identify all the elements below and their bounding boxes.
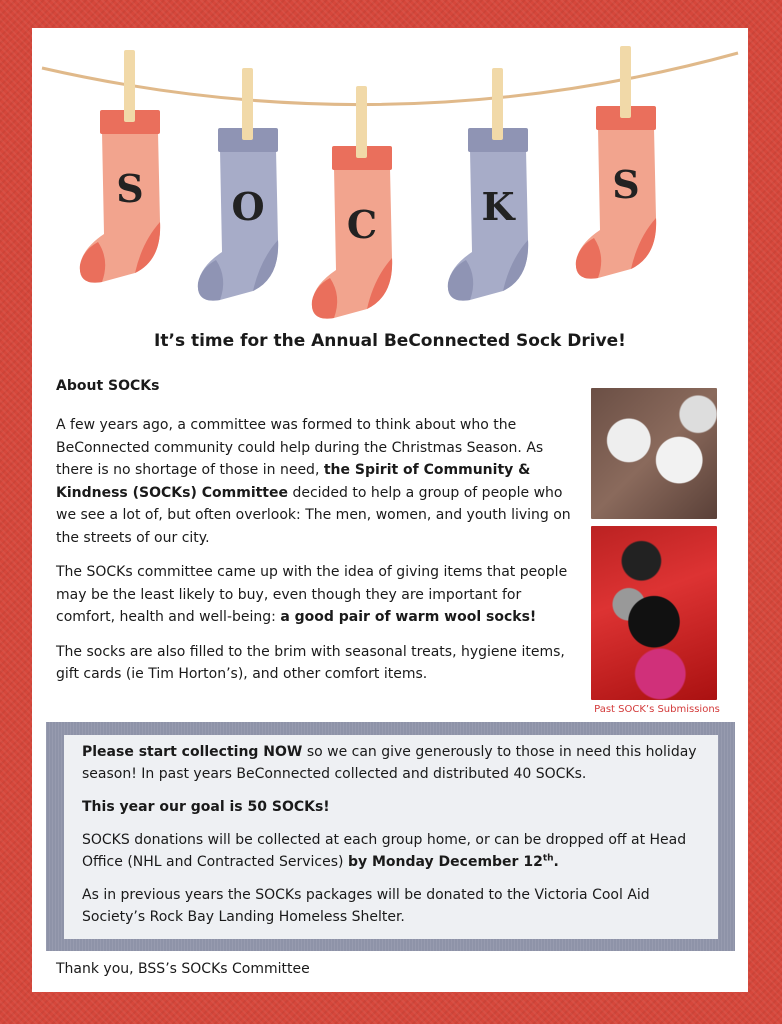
clothespin-icon: [242, 68, 253, 140]
sock-letter: C: [346, 202, 378, 247]
sock-letter: S: [612, 162, 640, 207]
sock-2: [198, 68, 278, 301]
flyer-page: [32, 28, 748, 992]
notice-box: [46, 722, 735, 951]
snowman-socks-photo: [591, 388, 717, 519]
about-paragraph-2: The SOCKs committee came up with the idea of giving items that people may be the least likely to buy, even though they are important for comfort, health and well-being: a good pair of warm wool socks!: [56, 564, 568, 625]
sock-submissions-photo: [591, 526, 717, 700]
notice-paragraph-3: SOCKS donations will be collected at each group home, or can be dropped off at Head Office (NHL and Contracted Services) by Monday December 12th.: [82, 832, 687, 870]
about-heading: About SOCKs: [56, 378, 160, 394]
signature: Thank you, BSS’s SOCKs Committee: [56, 961, 310, 977]
sock-letter: K: [481, 184, 515, 229]
notice-paragraph-1: Please start collecting NOW so we can give generously to those in need this holiday season! In past years BeConnected collected and distributed 40 SOCKs.: [82, 744, 697, 782]
about-paragraph-1: A few years ago, a committee was formed to think about who the BeConnected community could help during the Christmas Season. As there is no shortage of those in need, the Spirit of Community & Kindness (SOCKs) Committee decided to help a group of people who we see a lot of, but often overlook: The men, women, and youth living on the streets of our city.: [56, 417, 571, 546]
sock-4: [448, 68, 528, 301]
clothespin-icon: [492, 68, 503, 140]
about-paragraph-3: The socks are also filled to the brim with seasonal treats, hygiene items, gift cards (ie Tim Horton’s), and other comfort items.: [56, 643, 565, 682]
clothespin-icon: [620, 46, 631, 118]
clothesline: [42, 53, 738, 105]
sock-letter: O: [231, 184, 265, 229]
page-title: It’s time for the Annual BeConnected Sock Drive!: [154, 331, 626, 351]
goal-statement: This year our goal is 50 SOCKs!: [82, 799, 330, 815]
notice-paragraph-4: As in previous years the SOCKs packages will be donated to the Victoria Cool Aid Society’s Rock Bay Landing Homeless Shelter.: [82, 887, 650, 925]
sock-letter: S: [116, 166, 144, 211]
notice-inner: [64, 735, 718, 939]
about-body: [56, 414, 576, 698]
clothespin-icon: [356, 86, 367, 158]
socks-banner-illustration: [32, 28, 748, 328]
photo-caption: Past SOCK’s Submissions: [594, 704, 720, 715]
clothespin-icon: [124, 50, 135, 122]
sock-3: [312, 86, 392, 319]
